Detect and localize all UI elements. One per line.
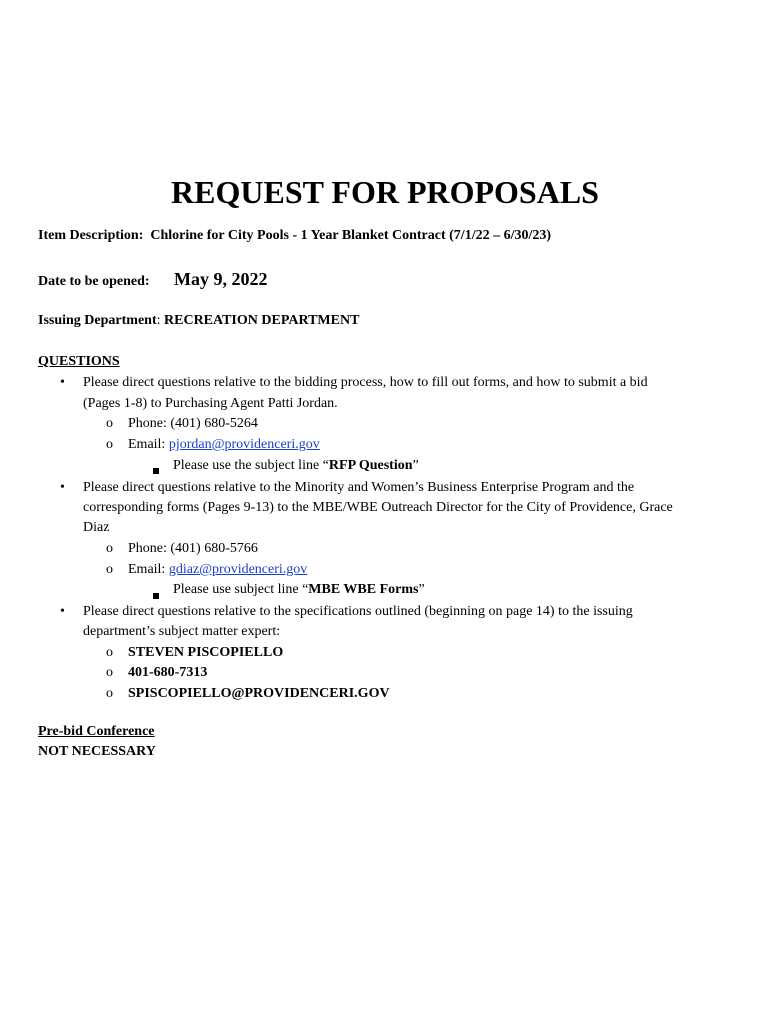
circle-bullet-icon: o	[106, 541, 113, 556]
item-description-label: Item Description:	[38, 228, 144, 243]
q3-name: STEVEN PISCOPIELLO	[128, 645, 284, 660]
bullet-dot-icon: •	[60, 604, 65, 619]
issuing-department-value: RECREATION DEPARTMENT	[164, 313, 360, 328]
q2-subject-bold: MBE WBE Forms	[308, 582, 419, 597]
q2-email-label: Email:	[128, 562, 166, 577]
circle-bullet-icon: o	[106, 562, 113, 577]
q1-line2: (Pages 1-8) to Purchasing Agent Patti Jordan.	[83, 396, 338, 411]
circle-bullet-icon: o	[106, 645, 113, 660]
q1-email-label: Email:	[128, 437, 166, 452]
page-title: REQUEST FOR PROPOSALS	[171, 174, 599, 210]
circle-bullet-icon: o	[106, 686, 113, 701]
bullet-dot-icon: •	[60, 480, 65, 495]
circle-bullet-icon: o	[106, 416, 113, 431]
q1-email-link[interactable]: pjordan@providenceri.gov	[168, 437, 320, 452]
q3-line1: Please direct questions relative to the specifications outlined (beginning on page 14) to the issuing	[83, 604, 633, 619]
q1-line1: Please direct questions relative to the bidding process, how to fill out forms, and how to submit a bid	[83, 375, 648, 390]
q2-email-row	[128, 560, 307, 580]
square-bullet-icon	[153, 461, 159, 479]
q3-phone: 401-680-7313	[128, 665, 208, 680]
prebid-heading: Pre-bid Conference	[38, 724, 155, 739]
q2-subject-suffix: ”	[418, 582, 425, 597]
circle-bullet-icon: o	[106, 665, 113, 680]
q2-line1: Please direct questions relative to the Minority and Women’s Business Enterprise Program and the	[83, 480, 635, 495]
q2-line2: corresponding forms (Pages 9-13) to the MBE/WBE Outreach Director for the City of Providence, Grace	[83, 500, 673, 515]
q2-phone: Phone: (401) 680-5766	[128, 541, 258, 556]
q1-phone: Phone: (401) 680-5264	[128, 416, 258, 431]
q1-subject-suffix: ”	[412, 458, 419, 473]
q3-email: SPISCOPIELLO@PROVIDENCERI.GOV	[128, 686, 390, 701]
q1-subject-bold: RFP Question	[328, 458, 413, 473]
q1-email-row	[128, 435, 320, 455]
q2-email-link[interactable]: gdiaz@providenceri.gov	[168, 562, 308, 577]
date-opened	[38, 268, 268, 292]
circle-bullet-icon: o	[106, 437, 113, 452]
issuing-department	[38, 311, 359, 331]
date-opened-label: Date to be opened:	[38, 274, 150, 289]
item-description-value: Chlorine for City Pools - 1 Year Blanket Contract (7/1/22 – 6/30/23)	[150, 228, 552, 243]
q2-subject-prefix: Please use subject line “	[173, 582, 309, 597]
q3-line2: department’s subject matter expert:	[83, 624, 281, 639]
issuing-department-label: Issuing Department	[38, 313, 157, 328]
q1-subject-line	[173, 456, 419, 476]
q1-subject-prefix: Please use the subject line “	[173, 458, 329, 473]
issuing-department-colon: :	[156, 313, 161, 328]
questions-heading: QUESTIONS	[38, 354, 120, 369]
q2-subject-line	[173, 580, 425, 600]
bullet-dot-icon: •	[60, 375, 65, 390]
item-description	[38, 226, 551, 246]
prebid-value: NOT NECESSARY	[38, 744, 156, 759]
q2-line3: Diaz	[83, 520, 110, 535]
date-opened-value: May 9, 2022	[174, 269, 268, 289]
